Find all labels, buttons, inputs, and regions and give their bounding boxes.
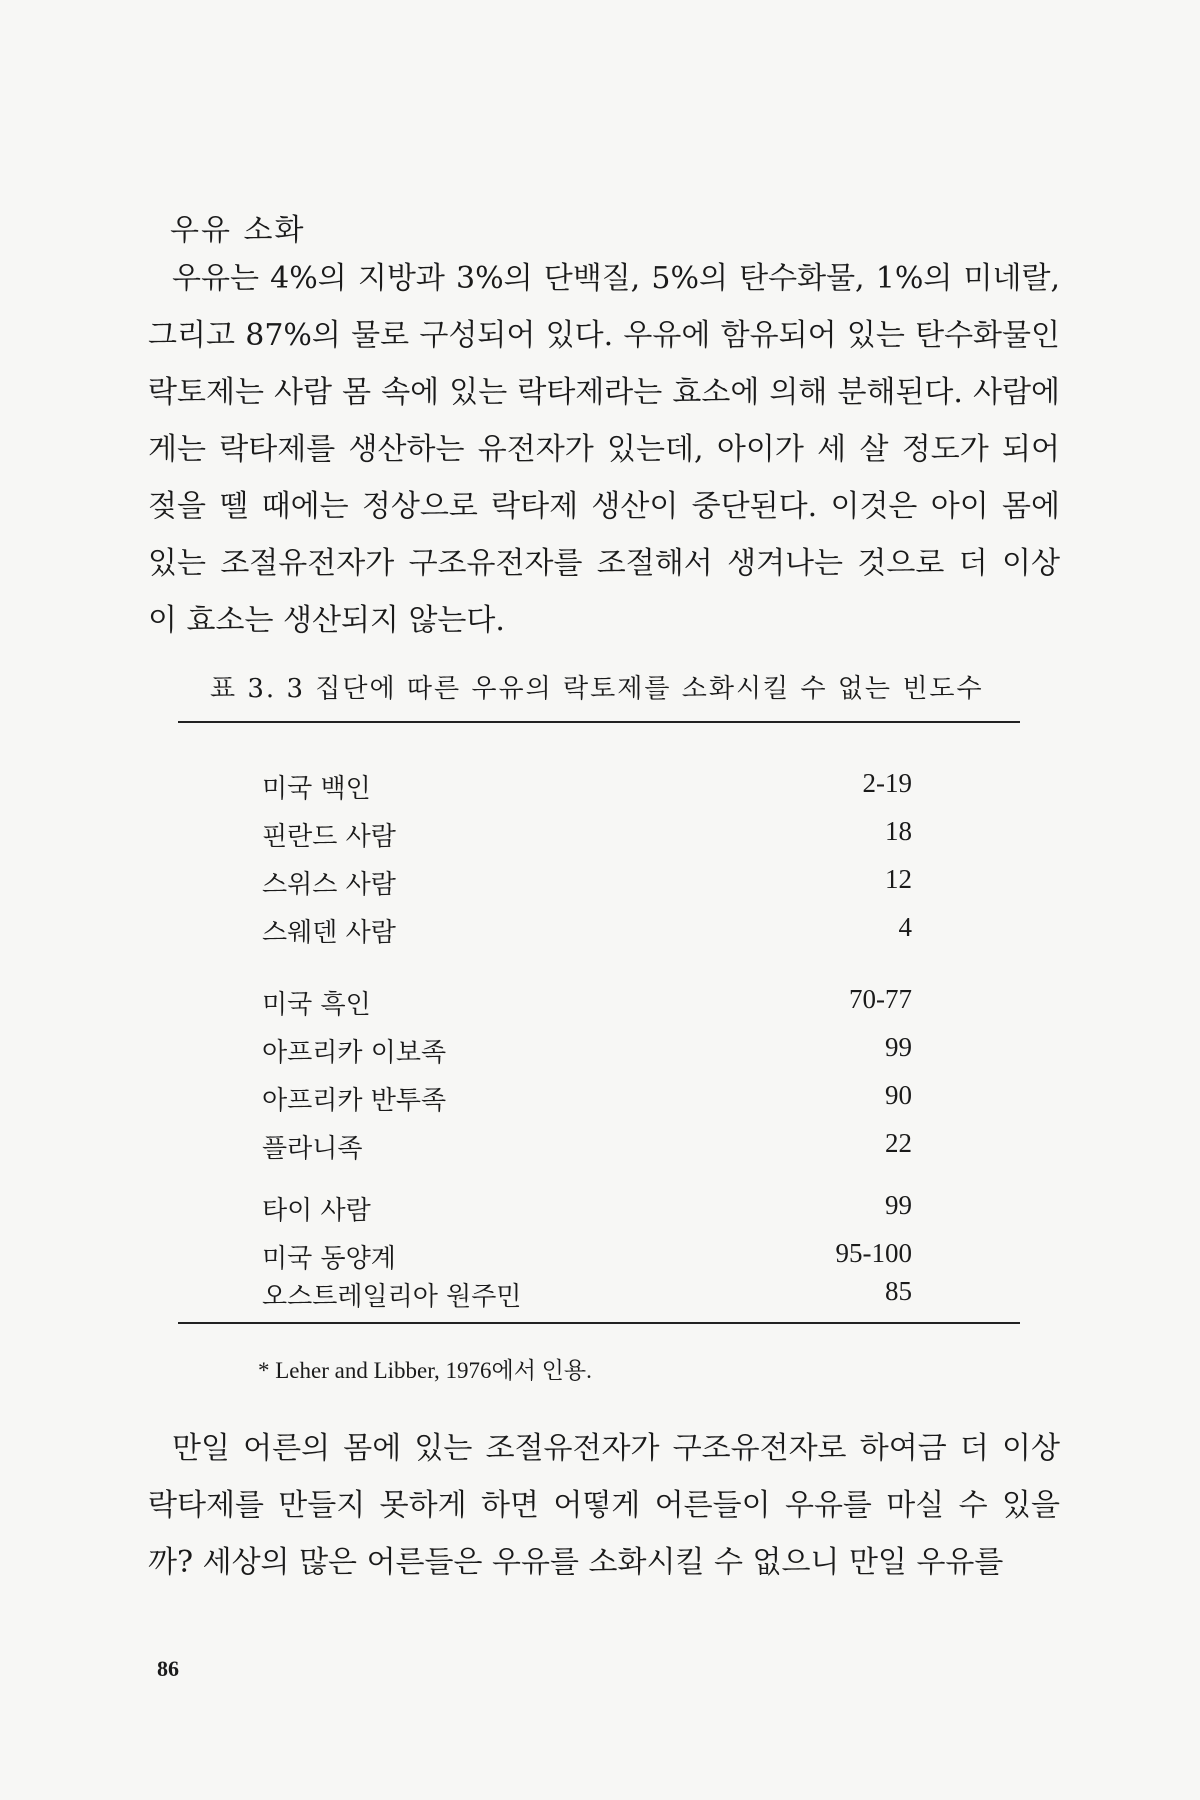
- table-row: [262, 1080, 912, 1120]
- row-population: 플라니족: [262, 1134, 363, 1164]
- row-frequency: 12: [885, 864, 912, 894]
- row-frequency: 85: [885, 1276, 912, 1306]
- table-row: [262, 864, 912, 904]
- row-frequency: 90: [885, 1080, 912, 1110]
- row-frequency: 99: [885, 1032, 912, 1062]
- row-frequency: 18: [885, 816, 912, 846]
- row-population: 미국 동양계: [262, 1244, 396, 1274]
- row-population: 스위스 사람: [262, 870, 396, 900]
- table-footnote: * Leher and Libber, 1976에서 인용.: [258, 1358, 592, 1383]
- body-paragraph: 만일 어른의 몸에 있는 조절유전자가 구조유전자로 하여금 더 이상 락타제를 만들지 못하게 하면 어떻게 어른들이 우유를 마실 수 있을까? 세상의 많은 어른들은 우유를 소화시킬 수 없으니 만일 우유를: [148, 1431, 1060, 1580]
- row-frequency: 22: [885, 1128, 912, 1158]
- row-population: 타이 사람: [262, 1196, 371, 1226]
- row-population: 아프리카 이보족: [262, 1038, 447, 1068]
- row-frequency: 95-100: [835, 1238, 912, 1268]
- row-population: 핀란드 사람: [262, 822, 396, 852]
- table-row: [262, 1032, 912, 1072]
- table-bottom-rule: [178, 1322, 1020, 1324]
- table-row: [262, 984, 912, 1024]
- row-population: 오스트레일리아 원주민: [262, 1282, 522, 1312]
- table-top-rule: [178, 721, 1020, 723]
- section-title: 우유 소화: [170, 213, 306, 248]
- row-population: 미국 백인: [262, 774, 371, 804]
- table-row: [262, 912, 912, 952]
- row-population: 아프리카 반투족: [262, 1086, 447, 1116]
- table-row: [262, 1238, 912, 1278]
- table-row: [262, 1190, 912, 1230]
- body-paragraph: 우유는 4%의 지방과 3%의 단백질, 5%의 탄수화물, 1%의 미네랄, 그리고 87%의 물로 구성되어 있다. 우유에 함유되어 있는 탄수화물인 락토제는 사람 몸 속에 있는 락타제라는 효소에 의해 분해된다. 사람에게는 락타제를 생산하는 유전자가 있는데, 아이가 세 살 정도가 되어 젖을 뗄 때에는 정상으로 락타제 생산이 중단된다. 이것은 아이 몸에 있는 조절유전자가 구조유전자를 조절해서 생겨나는 것으로 더 이상 이 효소는 생산되지 않는다.: [148, 261, 1060, 638]
- table-row: [262, 768, 912, 808]
- row-frequency: 70-77: [849, 984, 912, 1014]
- table-row: [262, 1128, 912, 1168]
- table-row: [262, 816, 912, 856]
- row-frequency: 2-19: [862, 768, 912, 798]
- row-population: 스웨덴 사람: [262, 918, 396, 948]
- row-frequency: 99: [885, 1190, 912, 1220]
- table-row: [262, 1276, 912, 1316]
- page-number: 86: [157, 1656, 179, 1681]
- row-population: 미국 흑인: [262, 990, 371, 1020]
- row-frequency: 4: [898, 912, 912, 942]
- table-caption: 표 3. 3 집단에 따른 우유의 락토제를 소화시킬 수 없는 빈도수: [210, 674, 984, 704]
